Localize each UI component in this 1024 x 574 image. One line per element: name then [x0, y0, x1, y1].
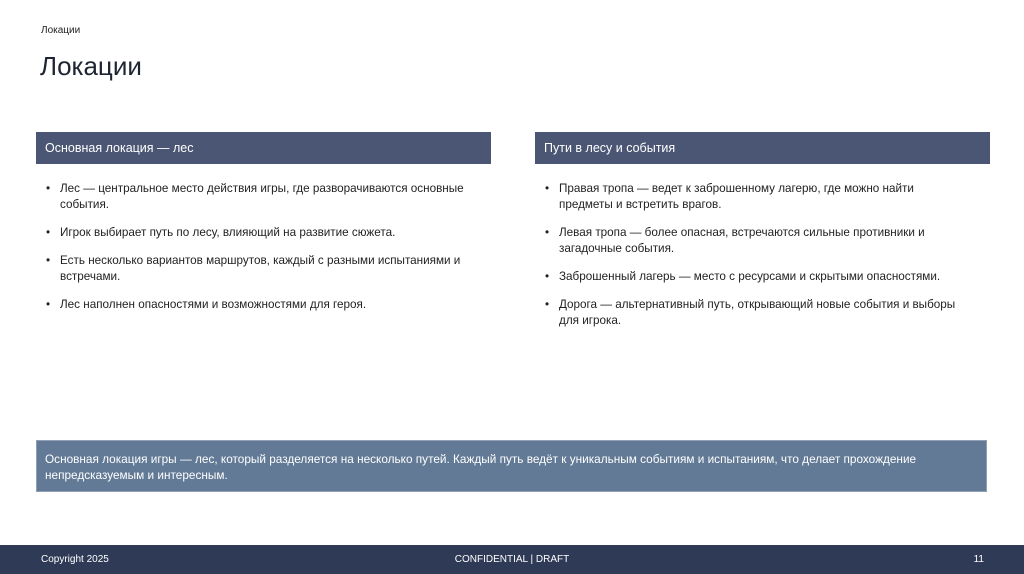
copyright: Copyright 2025: [41, 554, 109, 565]
confidential-label: CONFIDENTIAL | DRAFT: [454, 554, 570, 565]
list-item: • Дорога — альтернативный путь, открывающий новые события и выборы для игрока.: [545, 298, 956, 327]
right-bullet-list: [535, 181, 990, 329]
page-title: Локации: [40, 51, 142, 81]
list-item: • Лес — центральное место действия игры, где разворачиваются основные события.: [46, 182, 464, 211]
left-column-header: Основная локация — лес: [36, 132, 491, 164]
list-item: • Заброшенный лагерь — место с ресурсами и скрытыми опасностями.: [545, 270, 941, 283]
right-column-header: Пути в лесу и события: [535, 132, 990, 164]
left-column: [36, 132, 491, 325]
footer: [0, 545, 1024, 574]
page-number: 11: [973, 554, 984, 565]
list-item: • Левая тропа — более опасная, встречаются сильные противники и загадочные события.: [545, 226, 925, 255]
list-item: • Есть несколько вариантов маршрутов, каждый с разными испытаниями и встречами.: [46, 254, 461, 283]
summary-box: Основная локация игры — лес, который разделяется на несколько путей. Каждый путь ведёт к уникальным событиям и испытаниям, что делает прохождение непредсказуемым и интересным.: [36, 440, 987, 492]
list-item: • Правая тропа — ведет к заброшенному лагерю, где можно найти предметы и встретить врагов.: [545, 182, 914, 211]
list-item: • Игрок выбирает путь по лесу, влияющий на развитие сюжета.: [46, 226, 396, 239]
breadcrumb: Локации: [41, 25, 81, 36]
right-column: [535, 132, 990, 341]
left-bullet-list: [36, 181, 491, 313]
list-item: • Лес наполнен опасностями и возможностями для героя.: [46, 298, 367, 311]
